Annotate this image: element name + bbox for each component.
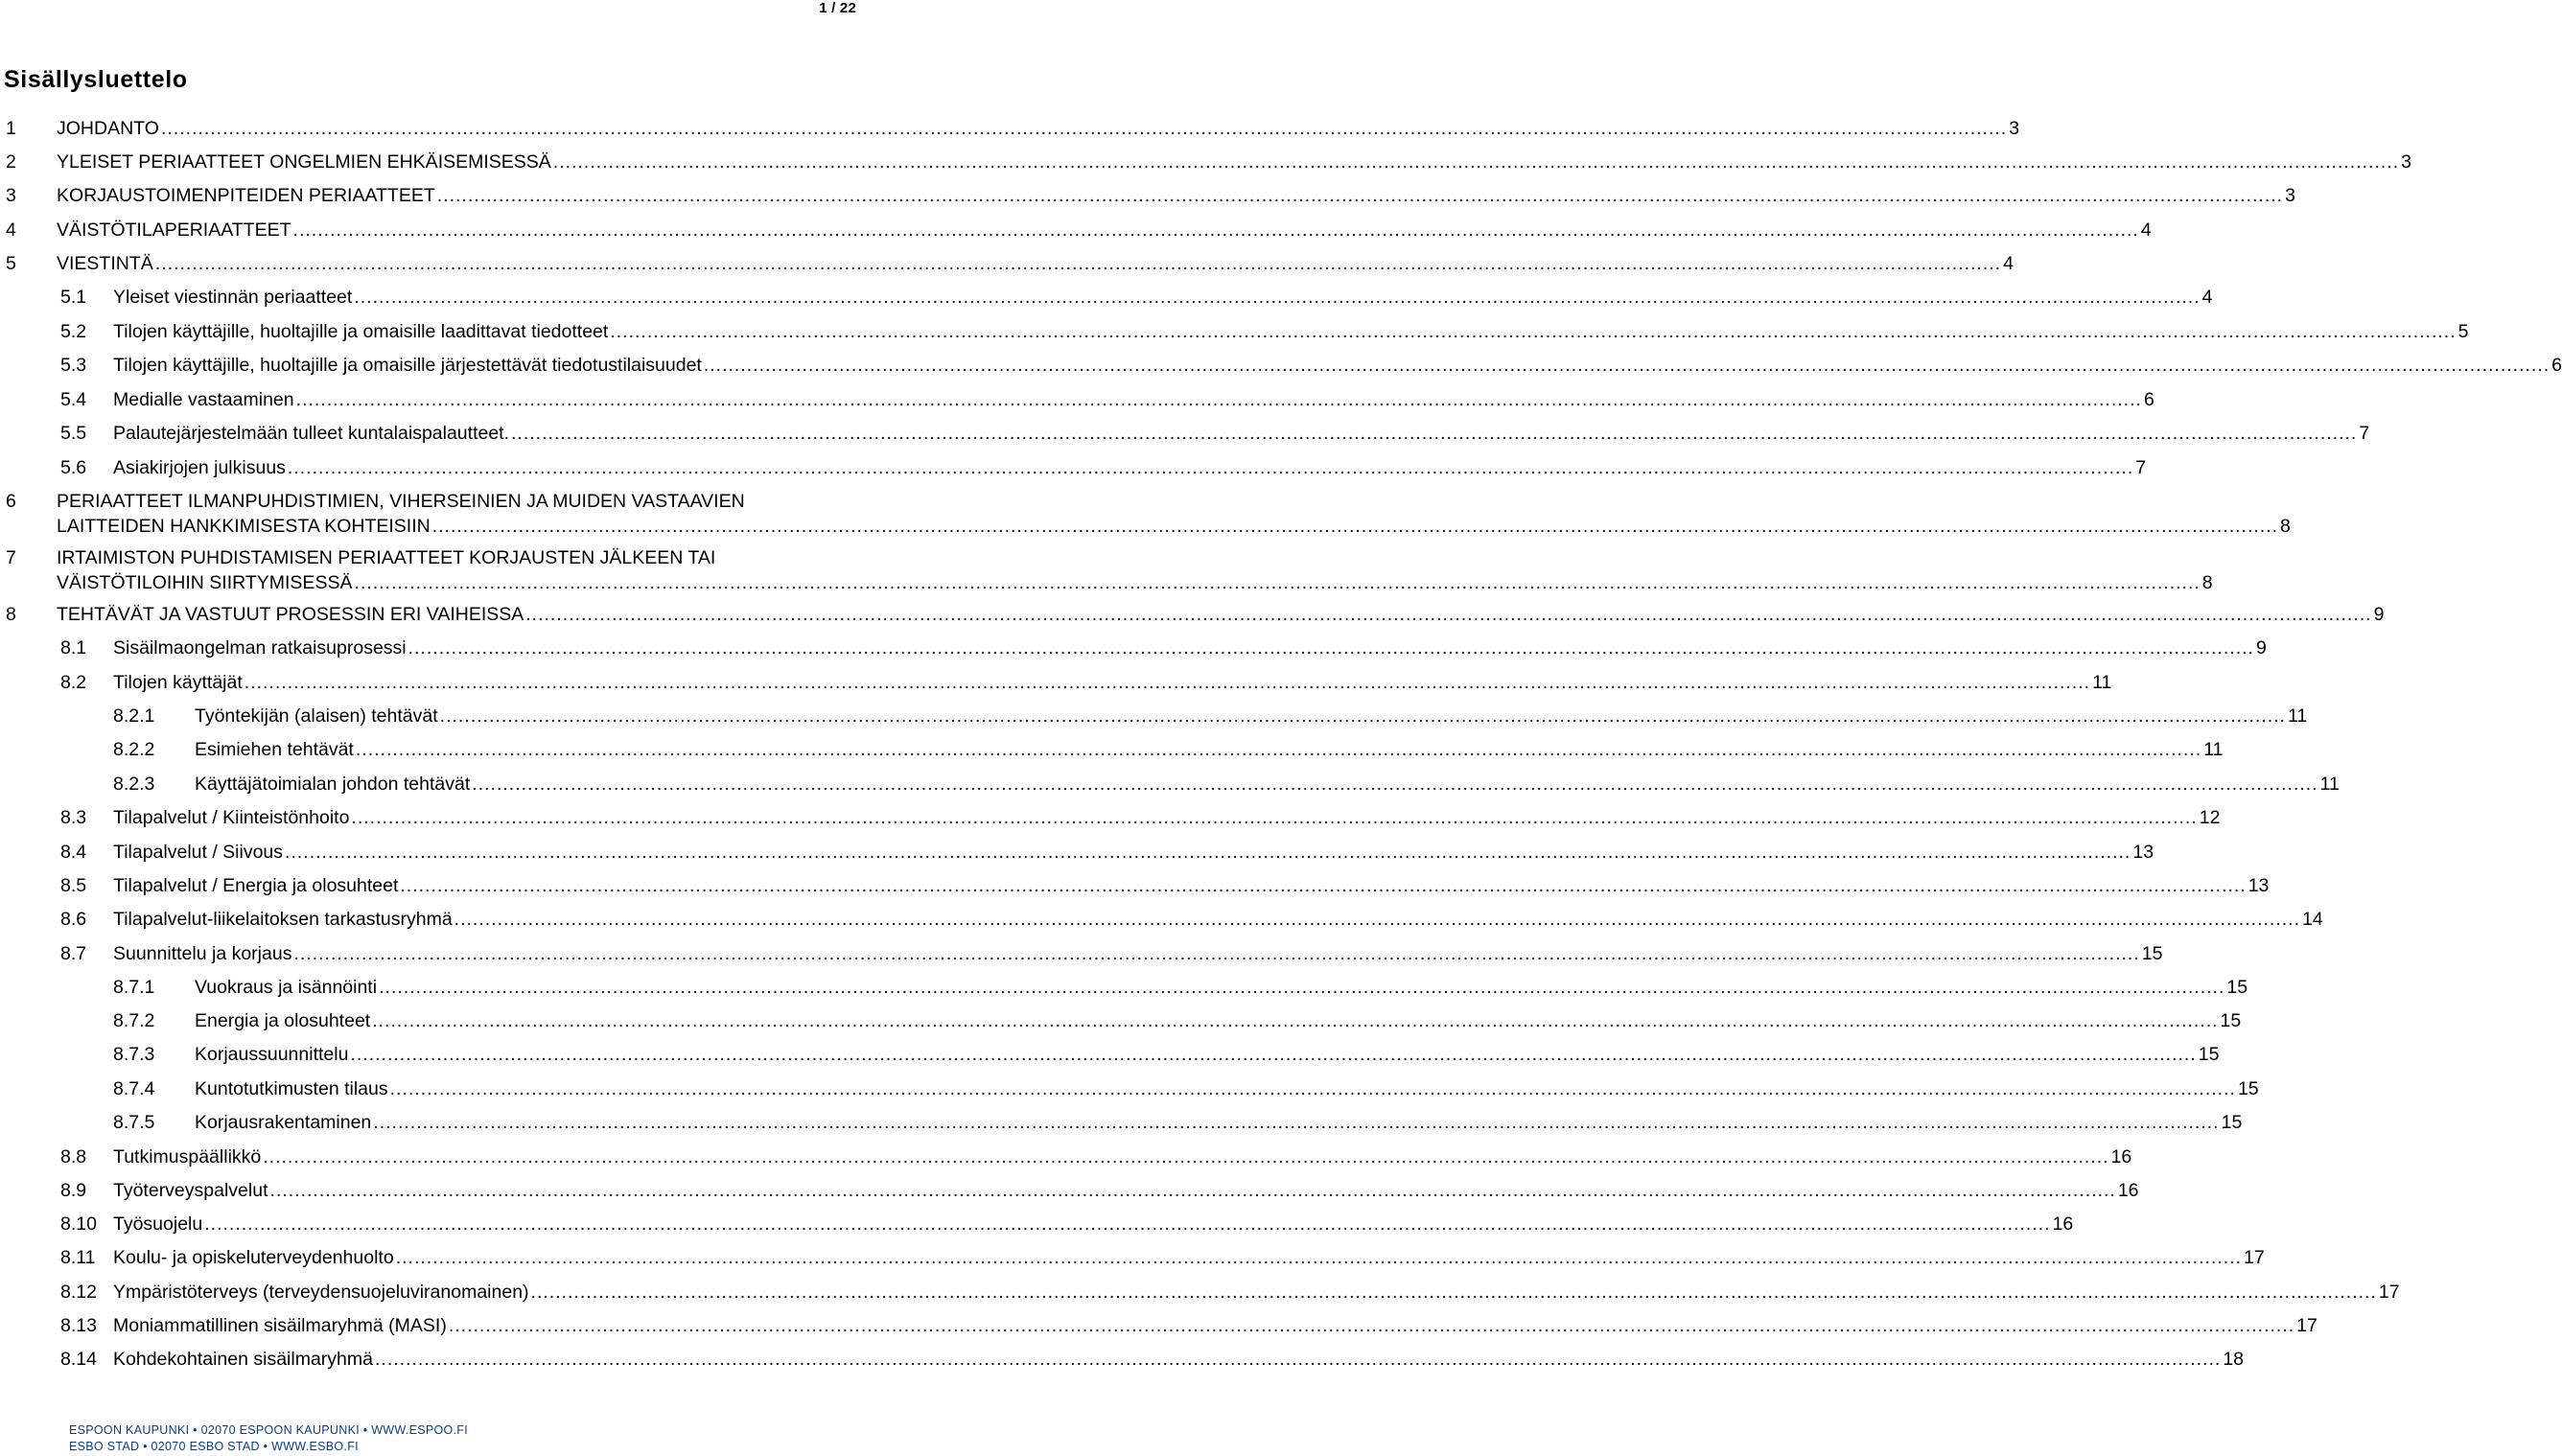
toc-entry-title: Korjaussuunnittelu <box>195 1044 349 1065</box>
toc-entry-number: 8.6 <box>60 909 87 930</box>
dot-leader: ............................................................................................................................................................................................................................................................................................................ <box>408 637 2254 659</box>
toc-entry-title: Medialle vastaaminen <box>113 389 294 410</box>
toc-entry-number: 8.7.3 <box>113 1044 155 1065</box>
toc-entry-page: 5 <box>2457 321 2469 342</box>
toc-entry-title: KORJAUSTOIMENPITEIDEN PERIAATTEET <box>57 185 435 206</box>
toc-entry-page: 4 <box>2140 220 2152 241</box>
toc-entry-number: 8.7.4 <box>113 1078 155 1099</box>
toc-entry-number: 5.4 <box>60 389 87 410</box>
toc-entry-title: Energia ja olosuhteet <box>195 1010 371 1031</box>
dot-leader: ............................................................................................................................................................................................................................................................................................................ <box>436 185 2284 206</box>
toc-entry-number: 5 <box>6 253 16 274</box>
toc-entry-title: Moniammatillinen sisäilmaryhmä (MASI) <box>113 1315 447 1336</box>
toc-entry-number: 6 <box>6 491 16 512</box>
dot-leader: ............................................................................................................................................................................................................................................................................................................ <box>354 572 2201 593</box>
toc-entry-number: 3 <box>6 185 16 206</box>
dot-leader: ............................................................................................................................................................................................................................................................................................................ <box>204 1213 2051 1235</box>
toc-entry-page: 12 <box>2199 807 2221 828</box>
toc-entry-title: Tilojen käyttäjille, huoltajille ja omaisille laadittavat tiedotteet <box>113 321 609 342</box>
toc-entry-number: 8.2.3 <box>113 774 155 795</box>
toc-entry-page: 8 <box>2280 516 2291 537</box>
footer <box>69 1422 468 1455</box>
toc-entry-page: 3 <box>2009 118 2020 139</box>
dot-leader: ............................................................................................................................................................................................................................................................................................................ <box>525 604 2372 625</box>
dot-leader: ............................................................................................................................................................................................................................................................................................................ <box>389 1078 2236 1099</box>
toc-entry-title: Tilapalvelut / Kiinteistönhoito <box>113 807 350 828</box>
dot-leader: ............................................................................................................................................................................................................................................................................................................ <box>431 516 2279 537</box>
toc-entry-number: 8.3 <box>60 807 87 828</box>
toc-entry-title: Koulu- ja opiskeluterveydenhuolto <box>113 1247 394 1268</box>
toc-entry-title: Tilapalvelut / Energia ja olosuhteet <box>113 875 399 896</box>
toc-entry-page: 13 <box>2132 842 2154 863</box>
toc-entry-title: Korjausrakentaminen <box>195 1112 372 1133</box>
toc-entry-number: 8 <box>6 604 16 625</box>
toc-entry-number: 5.1 <box>60 287 87 308</box>
dot-leader: ............................................................................................................................................................................................................................................................................................................ <box>351 807 2198 828</box>
dot-leader: ............................................................................................................................................................................................................................................................................................................ <box>269 1180 2116 1201</box>
toc-entry-page: 4 <box>2003 253 2014 274</box>
toc-entry-page: 11 <box>2287 705 2308 727</box>
dot-leader: ............................................................................................................................................................................................................................................................................................................ <box>374 1349 2222 1370</box>
toc-entry-title: Palautejärjestelmään tulleet kuntalaispalautteet. <box>113 423 510 444</box>
toc-entry-title: JOHDANTO <box>57 118 159 139</box>
toc-entry-page: 17 <box>2244 1247 2265 1268</box>
dot-leader: ............................................................................................................................................................................................................................................................................................................ <box>160 118 2008 139</box>
toc-entry-page: 14 <box>2302 909 2323 930</box>
toc-entry-page: 9 <box>2255 637 2267 659</box>
dot-leader: ............................................................................................................................................................................................................................................................................................................ <box>439 705 2286 727</box>
toc-entry-title: Suunnittelu ja korjaus <box>113 943 292 964</box>
toc-entry-page: 16 <box>2117 1180 2139 1201</box>
toc-entry-number: 5.3 <box>60 355 87 376</box>
toc-entry-title: VÄISTÖTILAPERIAATTEET <box>57 220 291 241</box>
toc-entry-title: Työntekijän (alaisen) tehtävät <box>195 705 438 727</box>
toc-entry-page: 3 <box>2401 151 2412 173</box>
footer-line-1: ESPOON KAUPUNKI • 02070 ESPOON KAUPUNKI • WWW.ESPOO.FI <box>69 1423 469 1437</box>
toc-entry-number: 8.8 <box>60 1146 87 1167</box>
toc-entry-number: 8.5 <box>60 875 87 896</box>
toc-entry-title: Tutkimuspäällikkö <box>113 1146 262 1167</box>
toc-entry-page: 7 <box>2135 457 2147 478</box>
toc-entry-page: 11 <box>2092 672 2112 693</box>
dot-leader: ............................................................................................................................................................................................................................................................................................................ <box>292 220 2139 241</box>
dot-leader: ............................................................................................................................................................................................................................................................................................................ <box>295 389 2142 410</box>
toc-entry-number: 7 <box>6 547 16 568</box>
dot-leader: ............................................................................................................................................................................................................................................................................................................ <box>293 943 2140 964</box>
dot-leader: ............................................................................................................................................................................................................................................................................................................ <box>379 977 2225 998</box>
dot-leader: ............................................................................................................................................................................................................................................................................................................ <box>244 672 2091 693</box>
toc-entry-page: 15 <box>2237 1078 2259 1099</box>
toc-entry-page: 17 <box>2378 1282 2400 1303</box>
toc-entry-page: 9 <box>2373 604 2385 625</box>
toc-entry-title: Asiakirjojen julkisuus <box>113 457 286 478</box>
dot-leader: ............................................................................................................................................................................................................................................................................................................ <box>610 321 2457 342</box>
toc-entry-page: 15 <box>2221 1112 2243 1133</box>
toc-entry-title: Tilojen käyttäjät <box>113 672 243 693</box>
toc-entry-title: YLEISET PERIAATTEET ONGELMIEN EHKÄISEMISESSÄ <box>57 151 551 173</box>
toc-entry-number: 2 <box>6 151 16 173</box>
toc-entry-title: Kuntotutkimusten tilaus <box>195 1078 388 1099</box>
toc-entry-page: 15 <box>2198 1044 2220 1065</box>
dot-leader: ............................................................................................................................................................................................................................................................................................................ <box>448 1315 2295 1336</box>
toc-entry-title: Yleiset viestinnän periaatteet <box>113 287 353 308</box>
dot-leader: ............................................................................................................................................................................................................................................................................................................ <box>530 1282 2377 1303</box>
toc-entry-number: 8.10 <box>60 1213 97 1235</box>
toc-entry-page: 6 <box>2551 355 2562 376</box>
toc-entry-page: 6 <box>2143 389 2154 410</box>
toc-entry-title: Vuokraus ja isännöinti <box>195 977 378 998</box>
dot-leader: ............................................................................................................................................................................................................................................................................................................ <box>400 875 2247 896</box>
toc-entry-page: 11 <box>2319 774 2340 795</box>
dot-leader: ............................................................................................................................................................................................................................................................................................................ <box>154 253 2002 274</box>
toc-entry-page: 15 <box>2226 977 2248 998</box>
dot-leader: ............................................................................................................................................................................................................................................................................................................ <box>511 423 2358 444</box>
dot-leader: ............................................................................................................................................................................................................................................................................................................ <box>354 287 2201 308</box>
toc-entry-number: 8.2 <box>60 672 87 693</box>
footer-line-2: ESBO STAD • 02070 ESBO STAD • WWW.ESBO.FI <box>69 1440 359 1453</box>
toc-entry-title: VIESTINTÄ <box>57 253 153 274</box>
toc-entry-page: 13 <box>2248 875 2270 896</box>
toc-entry-title-line: IRTAIMISTON PUHDISTAMISEN PERIAATTEET KORJAUSTEN JÄLKEEN TAI <box>57 547 716 568</box>
dot-leader: ............................................................................................................................................................................................................................................................................................................ <box>350 1044 2197 1065</box>
toc-entry-number: 8.1 <box>60 637 87 659</box>
toc-entry-page: 16 <box>2052 1213 2074 1235</box>
toc-entry-page: 15 <box>2141 943 2163 964</box>
toc-entry-title: TEHTÄVÄT JA VASTUUT PROSESSIN ERI VAIHEISSA <box>57 604 524 625</box>
toc-entry-number: 8.7.2 <box>113 1010 155 1031</box>
dot-leader: ............................................................................................................................................................................................................................................................................................................ <box>372 1010 2219 1031</box>
dot-leader: ............................................................................................................................................................................................................................................................................................................ <box>287 457 2134 478</box>
dot-leader: ............................................................................................................................................................................................................................................................................................................ <box>454 909 2300 930</box>
toc-entry-number: 8.12 <box>60 1282 97 1303</box>
toc-entry-page: 18 <box>2223 1349 2245 1370</box>
toc-entry-number: 8.2.2 <box>113 739 155 760</box>
dot-leader: ............................................................................................................................................................................................................................................................................................................ <box>263 1146 2109 1167</box>
toc-entry-title: Tilapalvelut-liikelaitoksen tarkastusryhmä <box>113 909 453 930</box>
dot-leader: ............................................................................................................................................................................................................................................................................................................ <box>285 842 2131 863</box>
toc-entry-title-line: PERIAATTEET ILMANPUHDISTIMIEN, VIHERSEINIEN JA MUIDEN VASTAAVIEN <box>57 491 745 512</box>
toc-entry-page: 4 <box>2201 287 2213 308</box>
toc-entry-title: Työterveyspalvelut <box>113 1180 268 1201</box>
toc-entry-title: Esimiehen tehtävät <box>195 739 354 760</box>
toc-entry-title: Tilapalvelut / Siivous <box>113 842 284 863</box>
toc-entry-number: 4 <box>6 220 16 241</box>
toc-entry-title: Sisäilmaongelman ratkaisuprosessi <box>113 637 407 659</box>
dot-leader: ............................................................................................................................................................................................................................................................................................................ <box>552 151 2400 173</box>
toc-entry-number: 8.11 <box>60 1247 96 1268</box>
toc-entry-number: 8.7.5 <box>113 1112 155 1133</box>
toc-entry-number: 8.14 <box>60 1349 97 1370</box>
dot-leader: ............................................................................................................................................................................................................................................................................................................ <box>373 1112 2220 1133</box>
toc-entry-number: 5.6 <box>60 457 87 478</box>
toc-entry-title: LAITTEIDEN HANKKIMISESTA KOHTEISIIN <box>57 516 431 537</box>
toc-entry-number: 8.2.1 <box>113 705 155 727</box>
dot-leader: ............................................................................................................................................................................................................................................................................................................ <box>472 774 2318 795</box>
toc-entry-number: 5.5 <box>60 423 87 444</box>
dot-leader: ............................................................................................................................................................................................................................................................................................................ <box>355 739 2202 760</box>
toc-entry-page: 3 <box>2285 185 2295 206</box>
toc-entry-title: Ympäristöterveys (terveydensuojeluviranomainen) <box>113 1282 529 1303</box>
toc-entry-number: 8.7.1 <box>113 977 155 998</box>
toc-entry-title: Käyttäjätoimialan johdon tehtävät <box>195 774 471 795</box>
toc-entry-title: Tilojen käyttäjille, huoltajille ja omaisille järjestettävät tiedotustilaisuudet <box>113 355 702 376</box>
toc-entry-page: 15 <box>2220 1010 2242 1031</box>
page-title: Sisällysluettelo <box>4 66 188 93</box>
toc-entry-page: 16 <box>2110 1146 2132 1167</box>
toc-entry-page: 11 <box>2203 739 2224 760</box>
toc-entry-number: 8.4 <box>60 842 87 863</box>
dot-leader: ............................................................................................................................................................................................................................................................................................................ <box>703 355 2550 376</box>
toc-entry-number: 1 <box>6 118 16 139</box>
toc-entry-number: 8.9 <box>60 1180 87 1201</box>
toc-entry-page: 7 <box>2359 423 2370 444</box>
page-number: 1 / 22 <box>819 0 856 16</box>
toc-entry-number: 8.7 <box>60 943 87 964</box>
dot-leader: ............................................................................................................................................................................................................................................................................................................ <box>395 1247 2243 1268</box>
toc-entry-page: 17 <box>2296 1315 2317 1336</box>
toc-entry-number: 8.13 <box>60 1315 97 1336</box>
toc-entry-title: Kohdekohtainen sisäilmaryhmä <box>113 1349 373 1370</box>
toc-entry-title: Työsuojelu <box>113 1213 203 1235</box>
toc-entry-page: 8 <box>2201 572 2213 593</box>
toc-entry-number: 5.2 <box>60 321 87 342</box>
toc-entry-title: VÄISTÖTILOIHIN SIIRTYMISESSÄ <box>57 572 353 593</box>
